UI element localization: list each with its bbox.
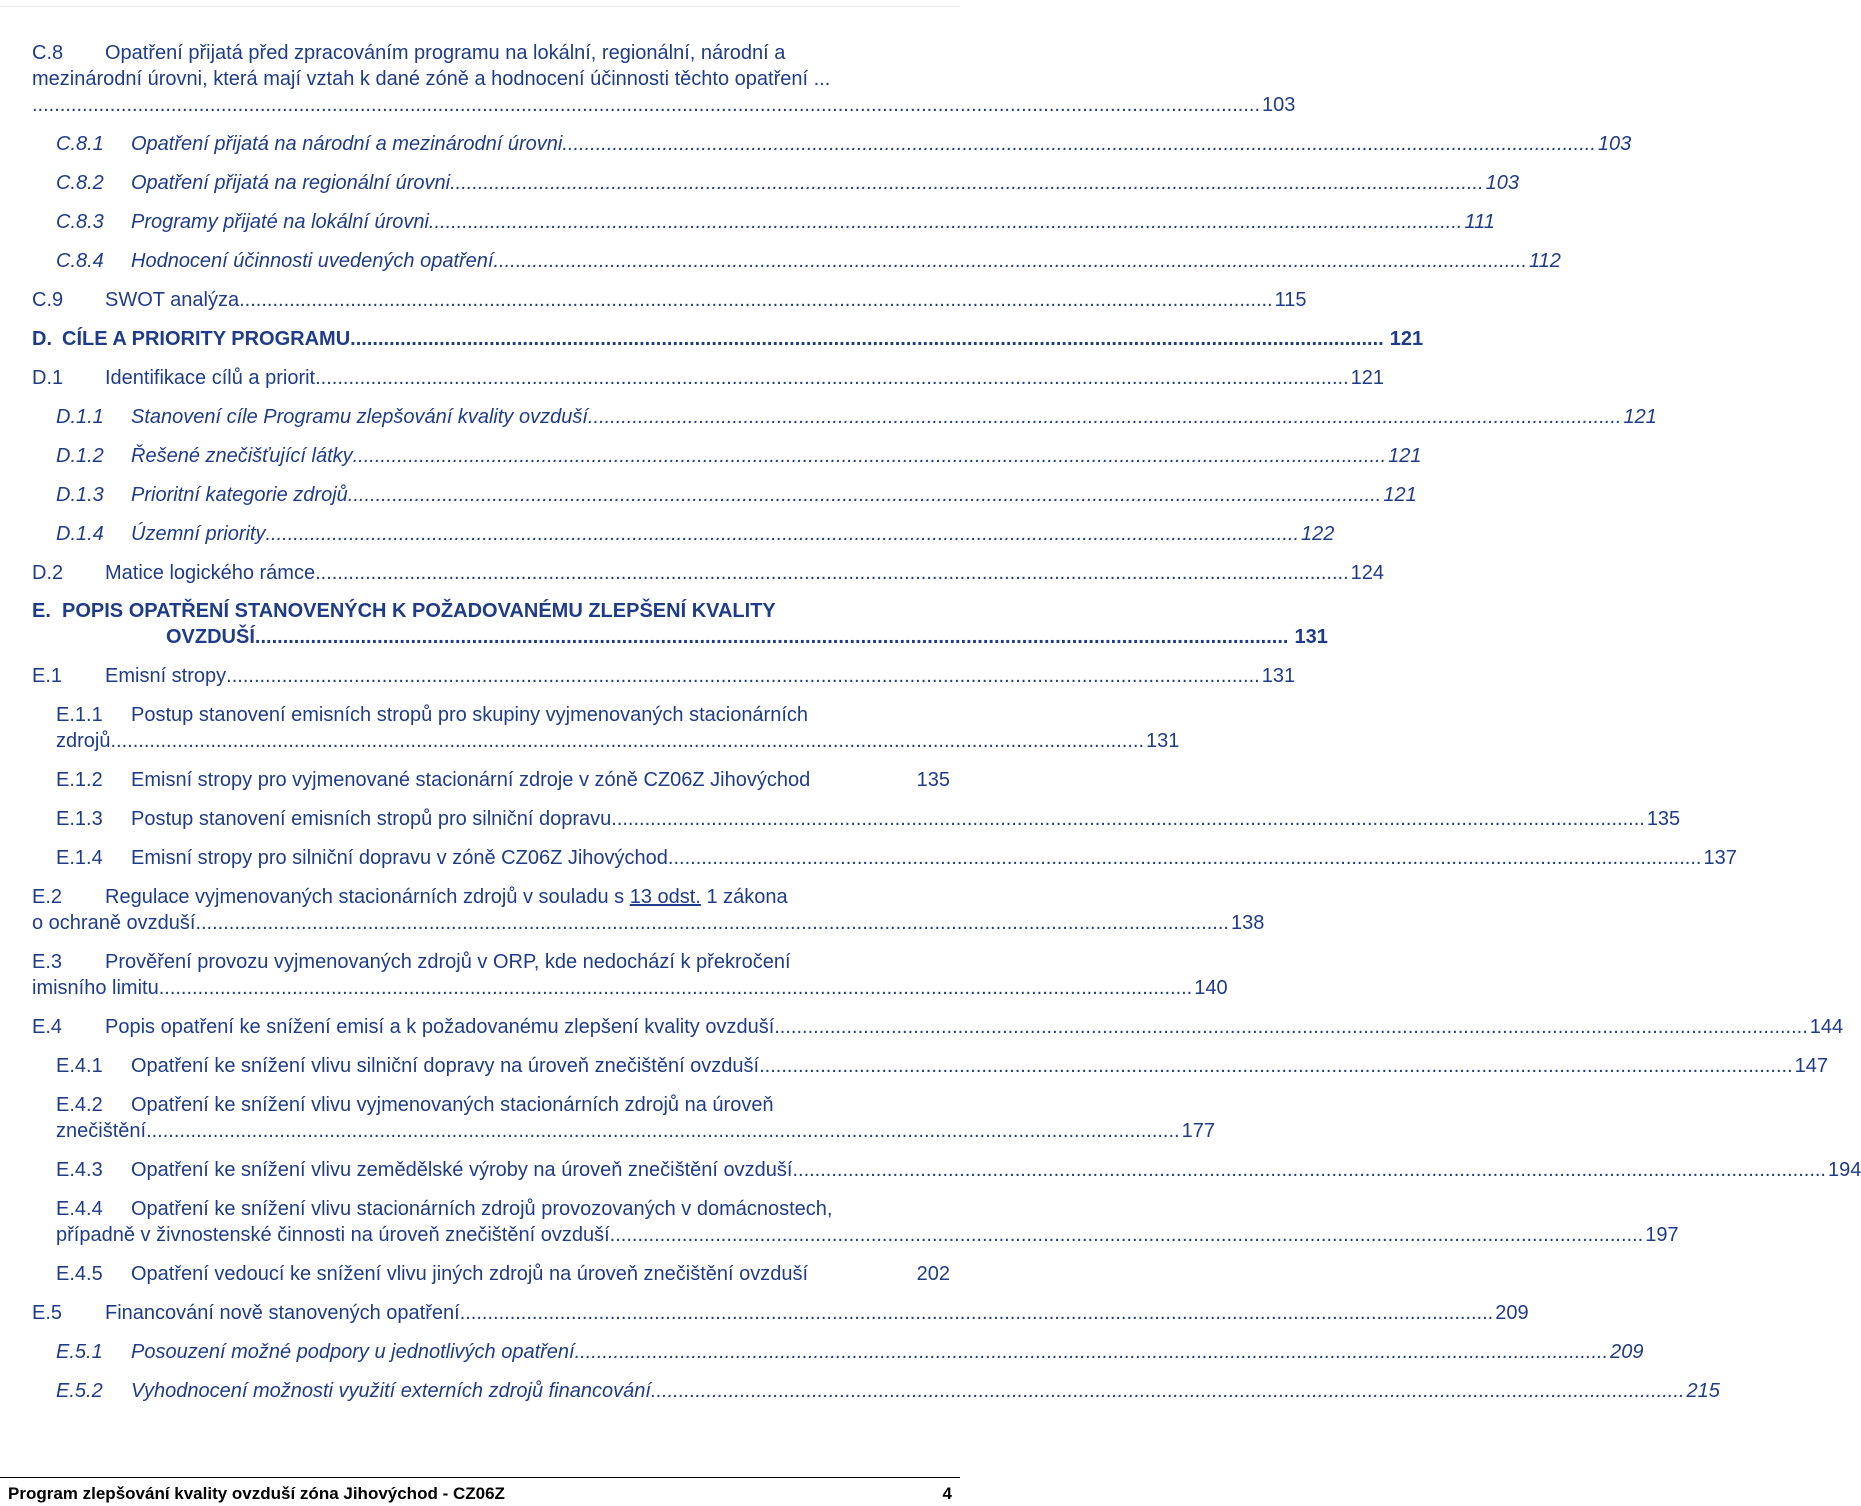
toc-entry-c81[interactable]	[56, 131, 1632, 157]
toc-leader-dots: ..........................................................................................................................................................................................	[315, 562, 1349, 584]
toc-leader-dots: ..........................................................................................................................................................................................	[450, 172, 1484, 194]
toc-leader-dots: ..........................................................................................................................................................................................	[667, 847, 1702, 869]
toc-page: 135	[916, 769, 950, 791]
toc-leader-dots: ..........................................................................................................................................................................................	[239, 289, 1273, 311]
toc-page: 140	[1194, 977, 1228, 999]
toc-title-continued: imisního limitu	[32, 977, 159, 999]
toc-title-continued: o ochraně ovzduší	[32, 912, 196, 934]
toc-entry-e11[interactable]	[56, 702, 1180, 754]
toc-page: 121	[1383, 484, 1417, 506]
toc-entry-e44[interactable]	[56, 1196, 1679, 1248]
toc-number: E.1.4	[56, 847, 103, 869]
toc-leader-dots: ..........................................................................................................................................................................................	[493, 250, 1528, 272]
toc-title: Emisní stropy pro vyjmenované stacionární zdroje v zóně CZ06Z Jihovýchod	[131, 769, 811, 791]
section-reference-link[interactable]: 13 odst.	[629, 886, 701, 908]
toc-title: Opatření ke snížení vlivu zemědělské výroby na úroveň znečištění ovzduší	[131, 1159, 793, 1181]
toc-title: Opatření ke snížení vlivu silniční dopravy na úroveň znečištění ovzduší	[131, 1055, 760, 1077]
toc-entry-e13[interactable]	[56, 806, 1681, 832]
toc-page: 138	[1230, 912, 1265, 934]
toc-leader-dots: ..........................................................................................................................................................................................	[428, 211, 1463, 233]
toc-page: 121	[1389, 328, 1424, 350]
toc-leader-dots: ..........................................................................................................................................................................................	[774, 1016, 1808, 1038]
toc-entry-e12[interactable]	[56, 767, 950, 793]
toc-leader-dots: ..........................................................................................................................................................................................	[562, 133, 1596, 155]
toc-number: E.	[32, 600, 51, 622]
toc-entry-e3[interactable]	[32, 949, 1228, 1001]
toc-title: 1 zákona	[706, 886, 788, 908]
toc-title: Opatření ke snížení vlivu vyjmenovaných stacionárních zdrojů na úroveň	[131, 1094, 774, 1116]
toc-entry-c9[interactable]	[32, 287, 1307, 313]
toc-leader-dots: ..........................................................................................................................................................................................	[759, 1055, 1793, 1077]
toc-page: 121	[1623, 406, 1657, 428]
toc-leader-dots: ..........................................................................................................................................................................................	[226, 665, 1260, 687]
toc-page: 137	[1703, 847, 1737, 869]
toc-title: Prověření provozu vyjmenovaných zdrojů v ORP, kde nedochází k překročení	[105, 951, 791, 973]
toc-page: 144	[1809, 1016, 1844, 1038]
toc-page: 103	[1262, 94, 1296, 116]
toc-title-continued: zdrojů	[56, 730, 111, 752]
page-footer	[8, 1484, 952, 1504]
toc-entry-d11[interactable]	[56, 404, 1657, 430]
toc-number: E.5	[32, 1302, 63, 1324]
toc-leader-dots: ..........................................................................................................................................................................................	[146, 1120, 1180, 1142]
toc-page: 202	[916, 1263, 950, 1285]
toc-title-continued: znečištění	[56, 1120, 147, 1142]
toc-leader-dots: ..........................................................................................................................................................................................	[352, 445, 1387, 467]
toc-number: C.9	[32, 289, 64, 311]
toc-entry-c82[interactable]	[56, 170, 1520, 196]
footer-document-title: Program zlepšování kvality ovzduší zóna Jihovýchod - CZ06Z	[8, 1484, 505, 1503]
toc-title: Programy přijaté na lokální úrovni	[131, 211, 429, 233]
toc-number: D.1	[32, 367, 64, 389]
footer-divider	[0, 1477, 960, 1478]
toc-title: Emisní stropy	[105, 665, 227, 687]
toc-page: 103	[1485, 172, 1520, 194]
toc-entry-d13[interactable]	[56, 482, 1417, 508]
toc-page: 121	[1350, 367, 1385, 389]
toc-entry-e5[interactable]	[32, 1300, 1529, 1326]
toc-page: 177	[1181, 1120, 1215, 1142]
toc-title: Opatření ke snížení vlivu stacionárních zdrojů provozovaných v domácnostech,	[131, 1198, 833, 1220]
toc-entry-d2[interactable]	[32, 560, 1385, 586]
toc-number: D.1.2	[56, 445, 104, 467]
toc-entry-e42[interactable]	[56, 1092, 1215, 1144]
toc-title: SWOT analýza	[105, 289, 240, 311]
toc-leader-dots: ..........................................................................................................................................................................................	[195, 912, 1229, 934]
toc-entry-e2[interactable]	[32, 884, 1265, 936]
toc-leader-dots: ..........................................................................................................................................................................................	[459, 1302, 1494, 1324]
toc-title: Posouzení možné podpory u jednotlivých opatření	[131, 1341, 575, 1363]
toc-title: Popis opatření ke snížení emisí a k požadovanému zlepšení kvality ovzduší	[105, 1016, 775, 1038]
toc-title: Emisní stropy pro silniční dopravu v zóně CZ06Z Jihovýchod	[131, 847, 668, 869]
toc-number: D.1.4	[56, 523, 104, 545]
toc-title: CÍLE A PRIORITY PROGRAMU	[62, 328, 351, 350]
toc-title: Opatření přijatá před zpracováním programu na lokální, regionální, národní a	[105, 42, 786, 64]
toc-page: 209	[1495, 1302, 1529, 1324]
toc-page: 197	[1645, 1224, 1679, 1246]
toc-number: D.1.1	[56, 406, 104, 428]
toc-entry-d14[interactable]	[56, 521, 1335, 547]
toc-leader-dots: ..........................................................................................................................................................................................	[347, 484, 1382, 506]
toc-title: Postup stanovení emisních stropů pro silniční dopravu	[131, 808, 612, 830]
toc-number: C.8.3	[56, 211, 104, 233]
toc-title: POPIS OPATŘENÍ STANOVENÝCH K POŽADOVANÉMU ZLEPŠENÍ KVALITY	[62, 600, 776, 622]
toc-title-continued: mezinárodní úrovni, která mají vztah k dané zóně a hodnocení účinnosti těchto opatření	[32, 68, 809, 90]
toc-entry-e4[interactable]	[32, 1014, 1844, 1040]
toc-entry-e1[interactable]	[32, 663, 1296, 689]
toc-entry-e45[interactable]	[56, 1261, 950, 1287]
toc-leader-dots: ..........................................................................................................................................................................................	[254, 626, 1289, 648]
toc-number: D.	[32, 328, 52, 350]
toc-title: Prioritní kategorie zdrojů	[131, 484, 348, 506]
toc-number: E.5.1	[56, 1341, 103, 1363]
toc-number: E.4.2	[56, 1094, 103, 1116]
toc-number: E.4	[32, 1016, 63, 1038]
toc-title: Územní priority	[131, 523, 266, 545]
toc-title: Identifikace cílů a priorit	[105, 367, 316, 389]
toc-page: 131	[1261, 665, 1296, 687]
toc-page: 194	[1828, 1159, 1861, 1181]
toc-entry-c83[interactable]	[56, 209, 1495, 235]
toc-leader-dots: ..........................................................................................................................................................................................	[611, 808, 1645, 830]
toc-page: 135	[1646, 808, 1681, 830]
toc-page: 147	[1794, 1055, 1829, 1077]
toc-number: E.5.2	[56, 1380, 103, 1402]
toc-title: Opatření přijatá na národní a mezinárodní úrovni	[131, 133, 563, 155]
toc-title: Řešené znečišťující látky	[131, 445, 353, 467]
toc-number: C.8.2	[56, 172, 104, 194]
toc-title: Opatření přijatá na regionální úrovni	[131, 172, 451, 194]
toc-page: 121	[1388, 445, 1422, 467]
toc-number: C.8	[32, 42, 64, 64]
toc-entry-d1[interactable]	[32, 365, 1385, 391]
toc-entry-c84[interactable]	[56, 248, 1561, 274]
toc-page: 131	[1146, 730, 1180, 752]
toc-entry-d[interactable]	[32, 326, 1424, 352]
toc-leader-dots: ..........................................................................................................................................................................................	[350, 328, 1384, 350]
toc-leader-dots: ..........................................................................................................................................................................................	[315, 367, 1349, 389]
toc-number: E.3	[32, 951, 63, 973]
toc-entry-e43[interactable]	[56, 1157, 1861, 1183]
toc-leader-dots: ..........................................................................................................................................................................................	[110, 730, 1145, 752]
toc-title: Stanovení cíle Programu zlepšování kvality ovzduší	[131, 406, 588, 428]
toc-number: D.1.3	[56, 484, 104, 506]
toc-number: C.8.4	[56, 250, 104, 272]
toc-leader-dots: ..........................................................................................................................................................................................	[650, 1380, 1685, 1402]
toc-title: Financování nově stanovených opatření	[105, 1302, 460, 1324]
toc-leader-dots: ..........................................................................................................................................................................................	[587, 406, 1622, 428]
toc-leader-dots: ..........................................................................................................................................................................................	[265, 523, 1300, 545]
toc-title-continued: OVZDUŠÍ	[166, 626, 255, 648]
toc-title: Matice logického rámce	[105, 562, 316, 584]
toc-entry-e41[interactable]	[56, 1053, 1829, 1079]
toc-title: Vyhodnocení možnosti využití externích zdrojů financování	[131, 1380, 651, 1402]
toc-page: 131	[1294, 626, 1328, 648]
toc-title: Postup stanovení emisních stropů pro skupiny vyjmenovaných stacionárních	[131, 704, 809, 726]
toc-number: D.2	[32, 562, 64, 584]
toc-entry-e14[interactable]	[56, 845, 1737, 871]
toc-page: 215	[1686, 1380, 1720, 1402]
toc-number: E.4.3	[56, 1159, 103, 1181]
toc-title-continued: případně v živnostenské činnosti na úroveň znečištění ovzduší	[56, 1224, 610, 1246]
toc-page: 209	[1610, 1341, 1644, 1363]
toc-leader-dots: ..........................................................................................................................................................................................	[609, 1224, 1644, 1246]
toc-number: E.1.1	[56, 704, 103, 726]
toc-entry-d12[interactable]	[56, 443, 1422, 469]
toc-page: 115	[1274, 289, 1307, 311]
toc-page: 112	[1529, 250, 1561, 272]
toc-entry-e[interactable]	[32, 598, 1328, 650]
toc-entry-e51[interactable]	[56, 1339, 1644, 1365]
toc-leader-dots: ..........................................................................................................................................................................................	[792, 1159, 1826, 1181]
toc-entry-e52[interactable]	[56, 1378, 1720, 1404]
toc-leader-dots: ..........................................................................................................................................................................................	[158, 977, 1193, 999]
toc-title: Hodnocení účinnosti uvedených opatření	[131, 250, 494, 272]
toc-page: 122	[1301, 523, 1335, 545]
toc-number: E.1.3	[56, 808, 103, 830]
toc-leader-dots: ..........................................................................................................................................................................................	[574, 1341, 1609, 1363]
toc-title: Regulace vyjmenovaných stacionárních zdrojů v souladu s	[105, 886, 625, 908]
toc-title: Opatření vedoucí ke snížení vlivu jiných zdrojů na úroveň znečištění ovzduší	[131, 1263, 809, 1285]
toc-number: E.4.4	[56, 1198, 103, 1220]
toc-number: E.4.5	[56, 1263, 103, 1285]
toc-page: 103	[1597, 133, 1632, 155]
toc-number: C.8.1	[56, 133, 104, 155]
toc-number: E.2	[32, 886, 63, 908]
toc-leader-dots: .............................................................................................................................................................................................................................	[32, 94, 1261, 116]
toc-entry-c8[interactable]: C.8 Opatření přijatá před zpracováním programu na lokální, regionální, národní a mezinárodní úrovni, která mají vztah k dané zóně a hodnocení účinnosti těchto opatření ... ............................................................................................................................................................................................................................. 103	[32, 42, 1296, 116]
toc-number: E.4.1	[56, 1055, 103, 1077]
toc-number: E.1.2	[56, 769, 103, 791]
toc-number: E.1	[32, 665, 63, 687]
footer-page-number: 4	[942, 1484, 952, 1503]
toc-page: 124	[1350, 562, 1385, 584]
toc-page: 111	[1464, 211, 1495, 233]
